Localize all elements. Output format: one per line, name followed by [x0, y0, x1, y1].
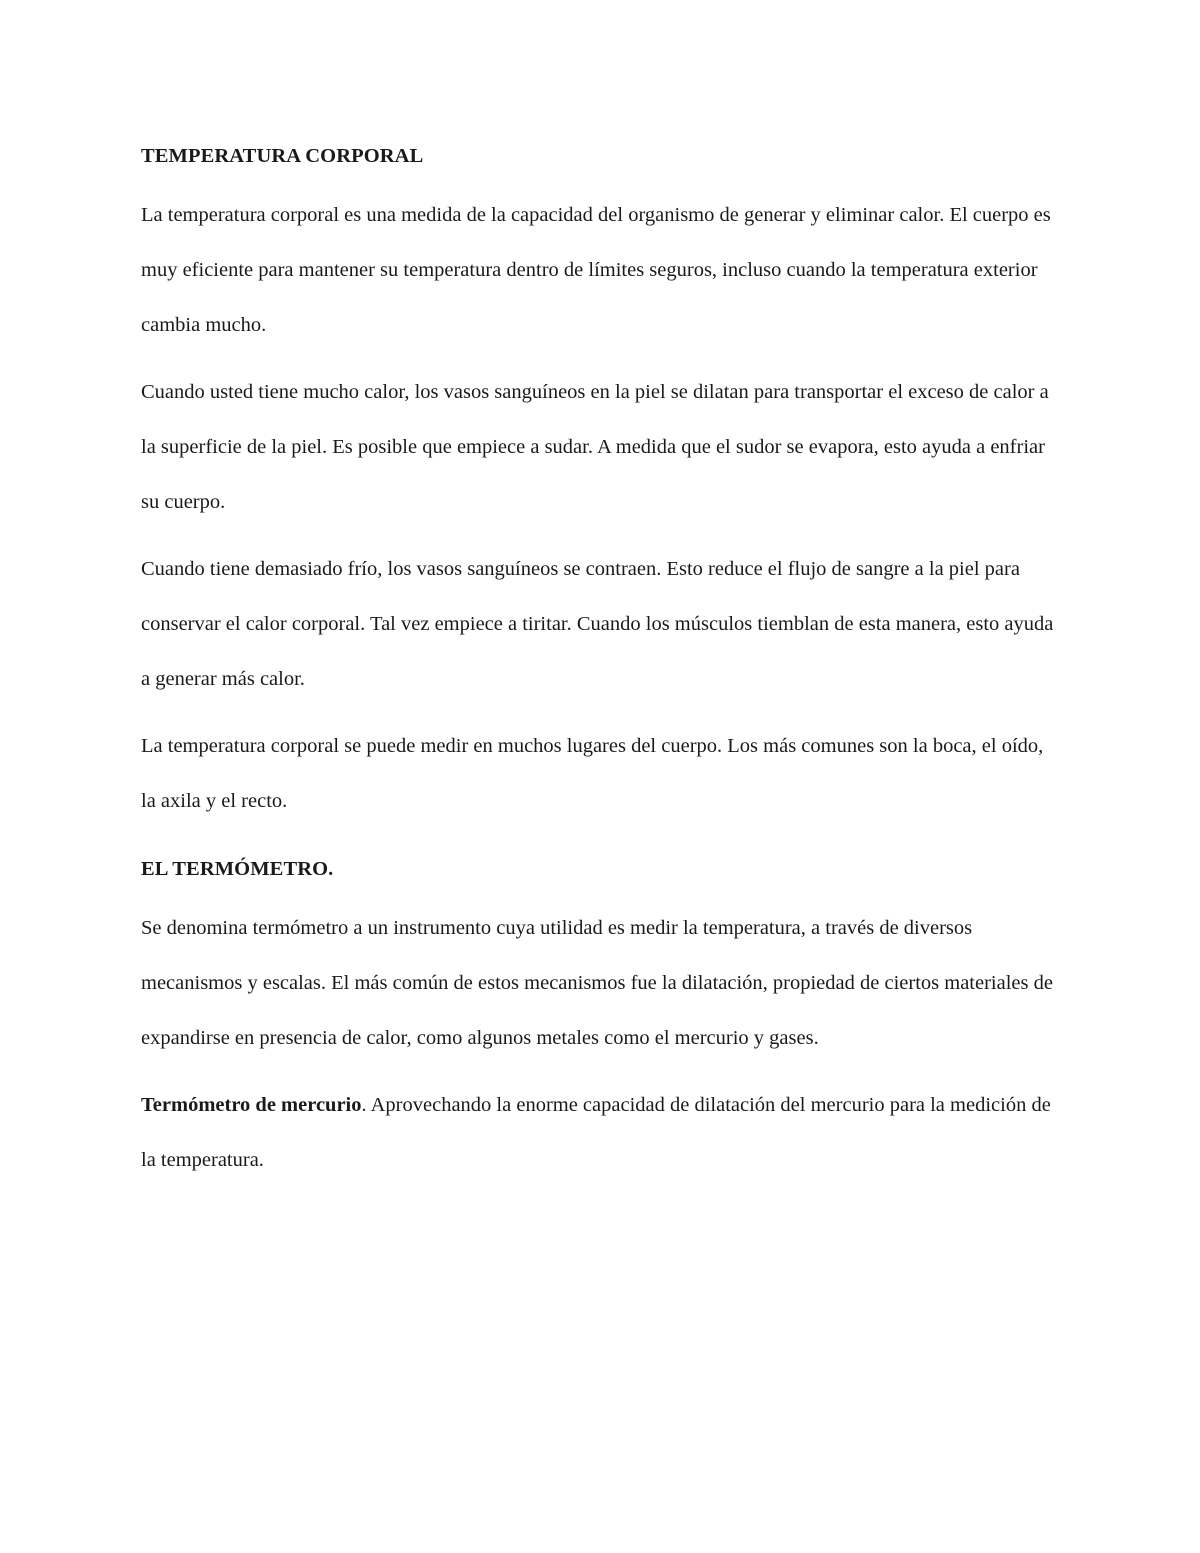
paragraph-frio: Cuando tiene demasiado frío, los vasos sanguíneos se contraen. Esto reduce el flujo de sangre a la piel para conservar el calor corporal. Tal vez empiece a tiritar. Cuando los músculos tiemblan de esta manera, esto ayuda a generar más calor. [141, 558, 1054, 690]
heading-temperatura-corporal: TEMPERATURA CORPORAL [141, 145, 424, 167]
paragraph-calor: Cuando usted tiene mucho calor, los vasos sanguíneos en la piel se dilatan para transportar el exceso de calor a la superficie de la piel. Es posible que empiece a sudar. A medida que el sudor se evapora, esto ayuda a enfriar su cuerpo. [141, 381, 1049, 513]
paragraph-definicion: La temperatura corporal es una medida de la capacidad del organismo de generar y eliminar calor. El cuerpo es muy eficiente para mantener su temperatura dentro de límites seguros, incluso cuando la temperatura exterior cambia mucho. [141, 204, 1051, 336]
mercury-thermometer-term: Termómetro de mercurio [141, 1094, 362, 1116]
paragraph-medicion: La temperatura corporal se puede medir en muchos lugares del cuerpo. Los más comunes son la boca, el oído, la axila y el recto. [141, 735, 1044, 812]
paragraph-termometro-mercurio [141, 1078, 1061, 1188]
paragraph-termometro: Se denomina termómetro a un instrumento cuya utilidad es medir la temperatura, a través de diversos mecanismos y escalas. El más común de estos mecanismos fue la dilatación, propiedad de ciertos materiales de expandirse en presencia de calor, como algunos metales como el mercurio y gases. [141, 917, 1053, 1049]
heading-el-termometro: EL TERMÓMETRO. [141, 858, 334, 880]
document-body [141, 128, 1061, 1200]
mercury-thermometer-description: . Aprovechando la enorme capacidad de dilatación del mercurio para la medición de la temperatura. [141, 1094, 1051, 1171]
